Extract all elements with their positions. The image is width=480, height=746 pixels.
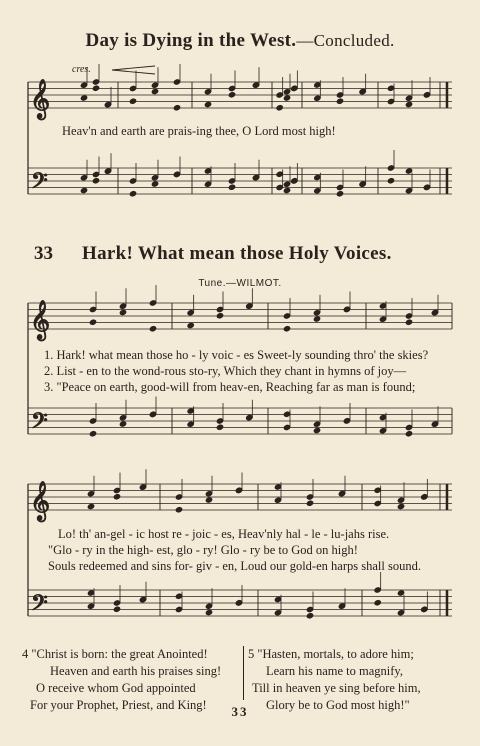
note-head bbox=[283, 424, 290, 430]
note-head bbox=[80, 187, 87, 193]
note-head bbox=[306, 500, 313, 506]
note-head bbox=[291, 178, 298, 184]
note-head bbox=[149, 411, 156, 417]
note-head bbox=[187, 310, 194, 316]
verse-line: Glory be to God most high!" bbox=[266, 698, 410, 712]
treble-clef-icon: 𝄞 bbox=[30, 79, 51, 119]
note-head bbox=[92, 178, 99, 184]
concluded-label: —Concluded. bbox=[296, 31, 395, 50]
note-head bbox=[187, 322, 194, 328]
note-head bbox=[139, 484, 146, 490]
note-head bbox=[343, 418, 350, 424]
verse-line: 5 "Hasten, mortals, to adore him; bbox=[248, 647, 414, 661]
note-head bbox=[405, 424, 412, 430]
note-head bbox=[175, 494, 182, 500]
note-head bbox=[92, 85, 99, 91]
note-head bbox=[149, 326, 156, 332]
note-head bbox=[119, 415, 126, 421]
note-head bbox=[405, 95, 412, 101]
hymn-title: Hark! What mean those Holy Voices. bbox=[82, 243, 392, 264]
lyric-line: 3. "Peace on earth, good-will from heav-en, Reaching far as man is found; bbox=[44, 380, 416, 394]
note-head bbox=[216, 424, 223, 430]
note-head bbox=[274, 484, 281, 490]
note-head bbox=[274, 596, 281, 602]
note-head bbox=[89, 306, 96, 312]
lyric-line: "Glo - ry in the high- est, glo - ry! Glo - ry be to God on high! bbox=[48, 543, 358, 557]
hymn-title-continued: Day is Dying in the West. bbox=[85, 30, 297, 51]
note-head bbox=[129, 191, 136, 197]
note-head bbox=[359, 181, 366, 187]
note-head bbox=[235, 600, 242, 606]
note-head bbox=[336, 184, 343, 190]
note-head bbox=[306, 606, 313, 612]
note-head bbox=[397, 503, 404, 509]
note-head bbox=[173, 171, 180, 177]
note-head bbox=[276, 92, 283, 98]
note-head bbox=[204, 89, 211, 95]
note-head bbox=[397, 610, 404, 616]
note-head bbox=[387, 85, 394, 91]
note-head bbox=[283, 89, 290, 95]
note-head bbox=[291, 85, 298, 91]
note-head bbox=[246, 414, 253, 420]
note-head bbox=[92, 171, 99, 177]
note-head bbox=[89, 431, 96, 437]
crescendo-hairpin bbox=[112, 66, 155, 74]
note-head bbox=[204, 101, 211, 107]
note-head bbox=[423, 184, 430, 190]
note-head bbox=[119, 421, 126, 427]
note-head bbox=[283, 411, 290, 417]
note-head bbox=[92, 79, 99, 85]
note-head bbox=[113, 494, 120, 500]
note-head bbox=[387, 98, 394, 104]
note-head bbox=[104, 168, 111, 174]
note-head bbox=[359, 88, 366, 94]
note-head bbox=[175, 507, 182, 513]
note-head bbox=[314, 82, 321, 88]
note-head bbox=[204, 181, 211, 187]
note-head bbox=[129, 178, 136, 184]
note-head bbox=[139, 596, 146, 602]
note-head bbox=[431, 309, 438, 315]
hymn-number: 33 bbox=[34, 243, 53, 264]
note-head bbox=[89, 418, 96, 424]
note-head bbox=[276, 105, 283, 111]
treble-clef-icon: 𝄞 bbox=[30, 300, 51, 340]
note-head bbox=[151, 88, 158, 94]
note-head bbox=[379, 303, 386, 309]
note-head bbox=[314, 174, 321, 180]
note-head bbox=[187, 408, 194, 414]
note-head bbox=[421, 494, 428, 500]
verse-line: Heaven and earth his praises sing! bbox=[50, 664, 222, 678]
note-head bbox=[283, 95, 290, 101]
verse-line: O receive whom God appointed bbox=[36, 681, 196, 695]
lyric-line: Lo! th' an-gel - ic host re - joic - es, Heav'nly hal - le - lu-jahs rise. bbox=[58, 527, 390, 541]
note-head bbox=[283, 187, 290, 193]
note-head bbox=[216, 313, 223, 319]
note-head bbox=[313, 310, 320, 316]
note-head bbox=[151, 175, 158, 181]
lyric-line: 2. List - en to the wond-rous sto-ry, Which they chant in hymns of joy— bbox=[44, 364, 407, 378]
note-head bbox=[149, 300, 156, 306]
verse-line: 4 "Christ is born: the great Anointed! bbox=[22, 647, 208, 661]
note-head bbox=[151, 82, 158, 88]
note-head bbox=[104, 101, 111, 107]
note-head bbox=[387, 178, 394, 184]
note-head bbox=[205, 609, 212, 615]
note-head bbox=[313, 421, 320, 427]
note-head bbox=[405, 101, 412, 107]
note-head bbox=[113, 600, 120, 606]
verse-line: Learn his name to magnify, bbox=[266, 664, 403, 678]
note-head bbox=[338, 490, 345, 496]
note-head bbox=[314, 95, 321, 101]
note-head bbox=[274, 610, 281, 616]
bass-clef-icon: 𝄢 bbox=[31, 591, 48, 621]
note-head bbox=[431, 421, 438, 427]
note-head bbox=[119, 309, 126, 315]
lyric-line: 1. Hark! what mean those ho - ly voic - es Sweet-ly sounding thro' the skies? bbox=[44, 348, 429, 362]
note-head bbox=[405, 188, 412, 194]
treble-clef-icon: 𝄞 bbox=[30, 481, 51, 521]
note-head bbox=[80, 175, 87, 181]
note-head bbox=[274, 497, 281, 503]
note-head bbox=[228, 184, 235, 190]
note-head bbox=[205, 603, 212, 609]
note-head bbox=[173, 105, 180, 111]
note-head bbox=[87, 603, 94, 609]
note-head bbox=[205, 491, 212, 497]
note-head bbox=[397, 497, 404, 503]
note-head bbox=[151, 181, 158, 187]
note-head bbox=[87, 503, 94, 509]
note-head bbox=[175, 593, 182, 599]
page-number: 33 bbox=[231, 704, 249, 719]
note-head bbox=[336, 191, 343, 197]
note-head bbox=[343, 306, 350, 312]
note-head bbox=[129, 85, 136, 91]
verse-line: Till in heaven ye sing before him, bbox=[252, 681, 421, 695]
note-head bbox=[306, 494, 313, 500]
note-head bbox=[276, 171, 283, 177]
note-head bbox=[405, 168, 412, 174]
note-head bbox=[397, 590, 404, 596]
bass-clef-icon: 𝄢 bbox=[31, 169, 48, 199]
note-head bbox=[313, 427, 320, 433]
note-head bbox=[228, 92, 235, 98]
note-head bbox=[80, 95, 87, 101]
note-head bbox=[283, 181, 290, 187]
lyric-line: Heav'n and earth are prais-ing thee, O Lord most high! bbox=[62, 124, 336, 138]
note-head bbox=[379, 428, 386, 434]
verse-line: For your Prophet, Priest, and King! bbox=[30, 698, 207, 712]
note-head bbox=[204, 168, 211, 174]
note-head bbox=[374, 587, 381, 593]
note-head bbox=[283, 313, 290, 319]
note-head bbox=[405, 319, 412, 325]
note-head bbox=[338, 603, 345, 609]
note-head bbox=[252, 82, 259, 88]
note-head bbox=[313, 316, 320, 322]
note-head bbox=[405, 431, 412, 437]
note-head bbox=[119, 303, 126, 309]
note-head bbox=[175, 606, 182, 612]
note-head bbox=[387, 165, 394, 171]
note-head bbox=[205, 497, 212, 503]
note-head bbox=[235, 487, 242, 493]
note-head bbox=[246, 303, 253, 309]
note-head bbox=[374, 600, 381, 606]
note-head bbox=[129, 98, 136, 104]
note-head bbox=[87, 590, 94, 596]
note-head bbox=[216, 306, 223, 312]
verse-divider bbox=[243, 646, 244, 700]
note-head bbox=[89, 319, 96, 325]
note-head bbox=[405, 313, 412, 319]
note-head bbox=[379, 316, 386, 322]
note-head bbox=[379, 414, 386, 420]
lyric-line: Souls redeemed and sins for- giv - en, Loud our gold-en harps shall sound. bbox=[48, 559, 421, 573]
treble-staff bbox=[28, 82, 452, 108]
note-head bbox=[187, 421, 194, 427]
bass-clef-icon: 𝄢 bbox=[31, 409, 48, 439]
note-head bbox=[173, 79, 180, 85]
note-head bbox=[276, 184, 283, 190]
note-head bbox=[87, 491, 94, 497]
dynamic-marking: cres. bbox=[72, 64, 91, 75]
note-head bbox=[252, 174, 259, 180]
note-head bbox=[113, 487, 120, 493]
note-head bbox=[336, 92, 343, 98]
note-head bbox=[283, 326, 290, 332]
note-head bbox=[228, 85, 235, 91]
note-head bbox=[374, 487, 381, 493]
note-head bbox=[80, 82, 87, 88]
note-head bbox=[314, 188, 321, 194]
note-head bbox=[306, 613, 313, 619]
note-head bbox=[228, 178, 235, 184]
note-head bbox=[113, 606, 120, 612]
tune-name: Tune.—WILMOT. bbox=[198, 278, 282, 289]
note-head bbox=[423, 92, 430, 98]
note-head bbox=[374, 500, 381, 506]
note-head bbox=[421, 606, 428, 612]
note-head bbox=[336, 98, 343, 104]
note-head bbox=[216, 418, 223, 424]
